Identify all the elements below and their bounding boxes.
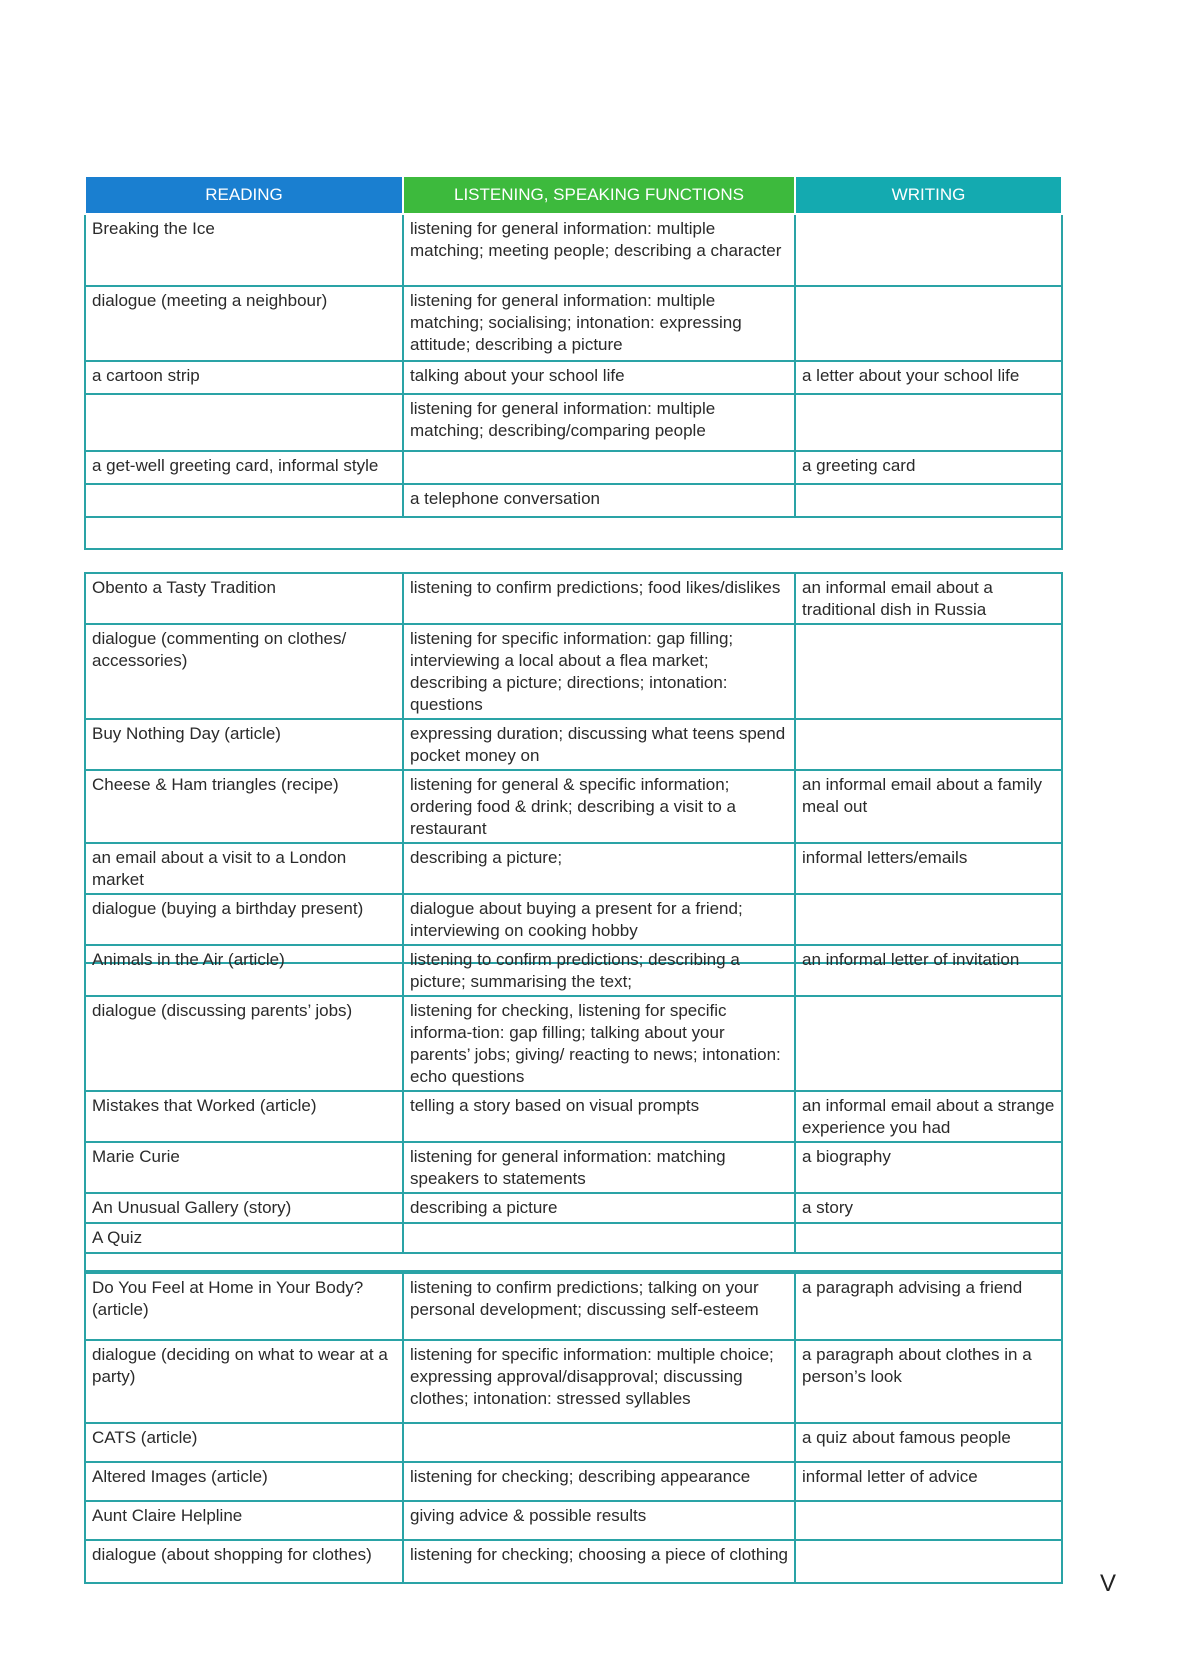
table-row (85, 894, 1062, 945)
writing-cell (795, 719, 1062, 770)
listening-cell: giving advice & possible results (403, 1501, 795, 1540)
writing-cell (795, 1540, 1062, 1583)
reading-cell (85, 394, 403, 451)
table-row (85, 1462, 1062, 1501)
listening-cell: listening for general information: matching speakers to statements (403, 1142, 795, 1193)
listening-cell: listening to confirm predictions; describing a picture; summarising the text; (403, 945, 795, 996)
syllabus-table-3 (84, 944, 1063, 1272)
table-row (85, 843, 1062, 894)
writing-cell: a quiz about famous people (795, 1423, 1062, 1462)
table-row (85, 1501, 1062, 1540)
reading-cell: dialogue (meeting a neighbour) (85, 286, 403, 361)
writing-cell (795, 996, 1062, 1091)
reading-cell: Animals in the Air (article) (85, 945, 403, 996)
writing-cell (795, 394, 1062, 451)
table-row (85, 214, 1062, 286)
listening-cell: dialogue about buying a present for a friend; interviewing on cooking hobby (403, 894, 795, 945)
section-footer-row (85, 517, 1062, 549)
listening-cell: talking about your school life (403, 361, 795, 394)
reading-cell: A Quiz (85, 1223, 403, 1253)
reading-cell: Breaking the Ice (85, 214, 403, 286)
writing-cell (795, 484, 1062, 517)
writing-cell (795, 286, 1062, 361)
table-row (85, 361, 1062, 394)
listening-cell: describing a picture (403, 1193, 795, 1223)
spacer-cell (85, 517, 1062, 549)
header-listening: LISTENING, SPEAKING FUNCTIONS (403, 176, 795, 214)
page-number: V (1100, 1570, 1117, 1597)
writing-cell: informal letters/emails (795, 843, 1062, 894)
table-row (85, 770, 1062, 843)
listening-cell: listening for checking, listening for specific informa-tion: gap filling; talking about your parents’ jobs; giving/ reacting to news; intonation: echo questions (403, 996, 795, 1091)
listening-cell: listening for specific information: multiple choice; expressing approval/disapproval; discussing clothes; intonation: stressed syllables (403, 1340, 795, 1423)
listening-cell: listening to confirm predictions; talking on your personal development; discussing self-esteem (403, 1273, 795, 1340)
listening-cell: a telephone conversation (403, 484, 795, 517)
table-row (85, 1423, 1062, 1462)
writing-cell: informal letter of advice (795, 1462, 1062, 1501)
table-row (85, 1540, 1062, 1583)
table-row (85, 1091, 1062, 1142)
reading-cell: CATS (article) (85, 1423, 403, 1462)
reading-cell: An Unusual Gallery (story) (85, 1193, 403, 1223)
writing-cell: a biography (795, 1142, 1062, 1193)
reading-cell: dialogue (discussing parents’ jobs) (85, 996, 403, 1091)
writing-cell (795, 1223, 1062, 1253)
writing-cell: an informal email about a strange experience you had (795, 1091, 1062, 1142)
listening-cell: describing a picture; (403, 843, 795, 894)
writing-cell: a paragraph advising a friend (795, 1273, 1062, 1340)
writing-cell (795, 894, 1062, 945)
table-row (85, 996, 1062, 1091)
writing-cell (795, 214, 1062, 286)
listening-cell: listening for general information: multiple matching; socialising; intonation: expressing attitude; describing a picture (403, 286, 795, 361)
header-row (85, 176, 1062, 214)
reading-cell: dialogue (commenting on clothes/ accessories) (85, 624, 403, 719)
table-row (85, 451, 1062, 484)
listening-cell: listening for general information: multiple matching; meeting people; describing a character (403, 214, 795, 286)
writing-cell: a paragraph about clothes in a person’s look (795, 1340, 1062, 1423)
table-row (85, 484, 1062, 517)
table-row (85, 1273, 1062, 1340)
writing-cell (795, 1501, 1062, 1540)
syllabus-table-2 (84, 572, 1063, 964)
writing-cell: an informal email about a traditional dish in Russia (795, 573, 1062, 624)
spacer-cell (85, 1253, 1062, 1271)
reading-cell: dialogue (buying a birthday present) (85, 894, 403, 945)
listening-cell: listening for general & specific information; ordering food & drink; describing a visit to a restaurant (403, 770, 795, 843)
header-writing: WRITING (795, 176, 1062, 214)
section-footer-row (85, 1253, 1062, 1271)
reading-cell: Buy Nothing Day (article) (85, 719, 403, 770)
reading-cell: a cartoon strip (85, 361, 403, 394)
listening-cell: listening to confirm predictions; food likes/dislikes (403, 573, 795, 624)
listening-cell: listening for checking; choosing a piece of clothing (403, 1540, 795, 1583)
reading-cell: Mistakes that Worked (article) (85, 1091, 403, 1142)
listening-cell: telling a story based on visual prompts (403, 1091, 795, 1142)
table-row (85, 1223, 1062, 1253)
reading-cell: Marie Curie (85, 1142, 403, 1193)
reading-cell: dialogue (about shopping for clothes) (85, 1540, 403, 1583)
table-row (85, 1340, 1062, 1423)
writing-cell: a story (795, 1193, 1062, 1223)
listening-cell: listening for checking; describing appearance (403, 1462, 795, 1501)
table-row (85, 719, 1062, 770)
reading-cell: Cheese & Ham triangles (recipe) (85, 770, 403, 843)
listening-cell (403, 1223, 795, 1253)
writing-cell: an informal email about a family meal out (795, 770, 1062, 843)
table-row (85, 1193, 1062, 1223)
syllabus-table-1 (84, 175, 1063, 550)
listening-cell: listening for specific information: gap filling; interviewing a local about a flea market; describing a picture; directions; intonation: questions (403, 624, 795, 719)
writing-cell: an informal letter of invitation (795, 945, 1062, 996)
reading-cell: dialogue (deciding on what to wear at a party) (85, 1340, 403, 1423)
reading-cell: Altered Images (article) (85, 1462, 403, 1501)
reading-cell (85, 484, 403, 517)
table-row (85, 394, 1062, 451)
table-row (85, 945, 1062, 996)
writing-cell: a greeting card (795, 451, 1062, 484)
table-row (85, 1142, 1062, 1193)
listening-cell: expressing duration; discussing what teens spend pocket money on (403, 719, 795, 770)
reading-cell: Obento a Tasty Tradition (85, 573, 403, 624)
writing-cell (795, 624, 1062, 719)
writing-cell: a letter about your school life (795, 361, 1062, 394)
header-reading: READING (85, 176, 403, 214)
reading-cell: an email about a visit to a London market (85, 843, 403, 894)
table-row (85, 624, 1062, 719)
listening-cell (403, 451, 795, 484)
listening-cell (403, 1423, 795, 1462)
table-row (85, 286, 1062, 361)
listening-cell: listening for general information: multiple matching; describing/comparing people (403, 394, 795, 451)
syllabus-table-4 (84, 1272, 1063, 1584)
reading-cell: a get-well greeting card, informal style (85, 451, 403, 484)
reading-cell: Do You Feel at Home in Your Body? (article) (85, 1273, 403, 1340)
table-row (85, 573, 1062, 624)
reading-cell: Aunt Claire Helpline (85, 1501, 403, 1540)
